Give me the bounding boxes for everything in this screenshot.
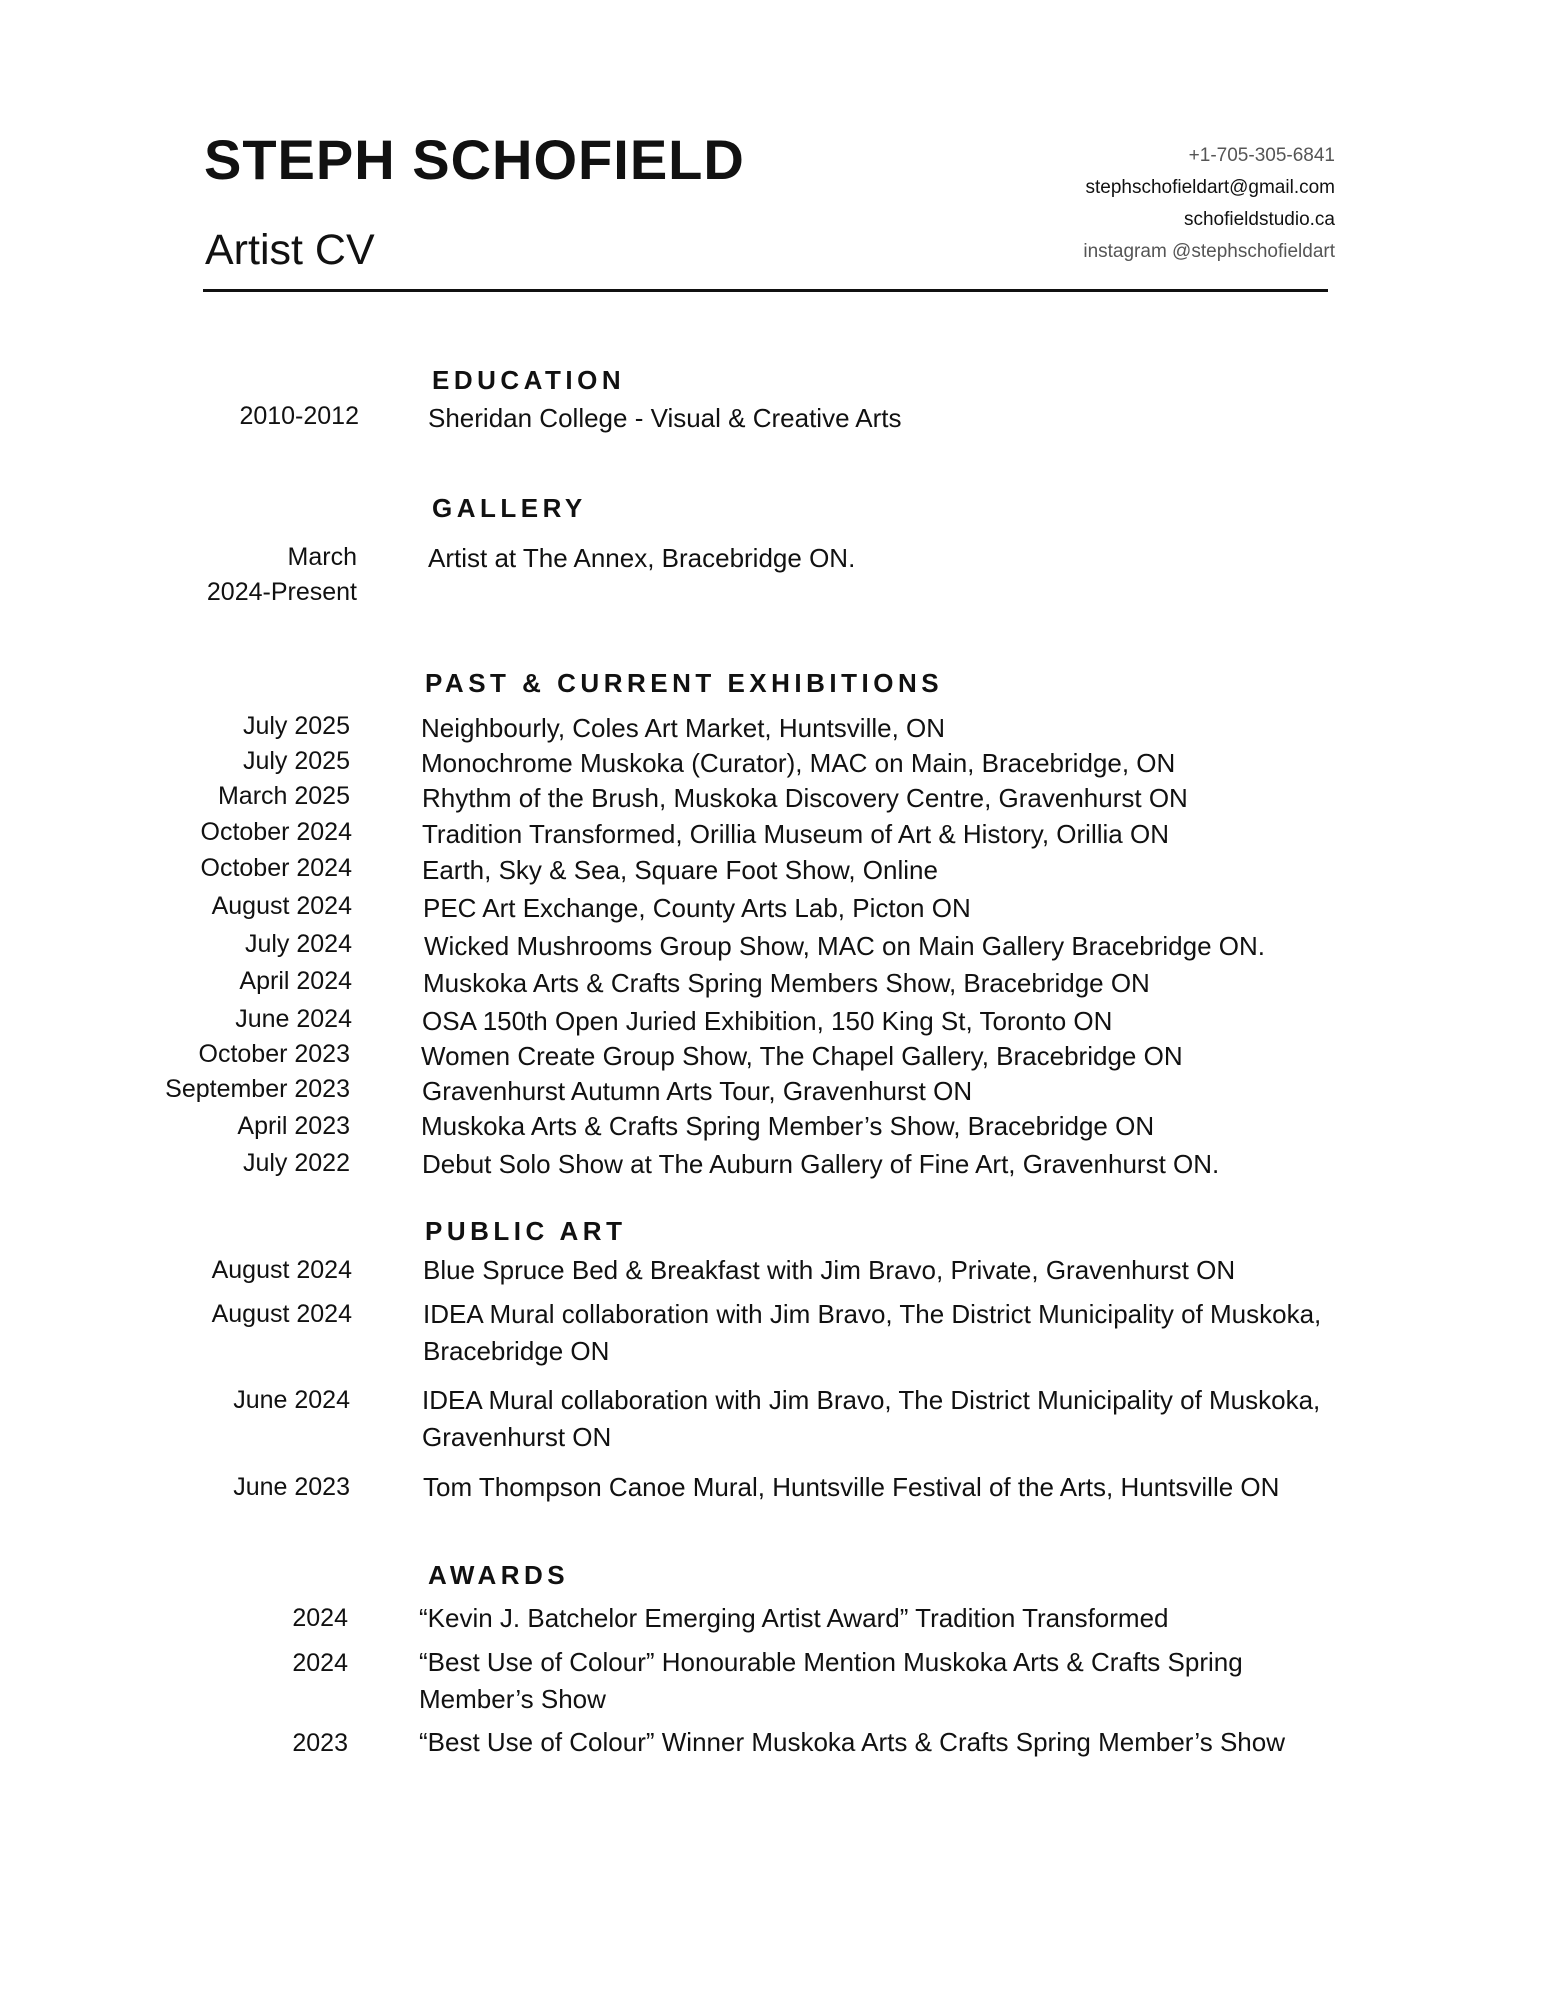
website-link: schofieldstudio.ca — [1183, 209, 1335, 230]
exhibition-date: July 2025 — [242, 747, 350, 775]
public-art-date: August 2024 — [211, 1256, 352, 1284]
awards-heading: AWARDS — [428, 1560, 570, 1590]
award-entry: “Best Use of Colour” Winner Muskoka Arts & Crafts Spring Member’s Show — [419, 1727, 1285, 1757]
exhibition-entry: Muskoka Arts & Crafts Spring Members Show, Bracebridge ON — [423, 968, 1150, 998]
exhibition-entry: Tradition Transformed, Orillia Museum of Art & History, Orillia ON — [422, 819, 1169, 849]
award-year: 2024 — [292, 1604, 348, 1632]
public-art-entry: IDEA Mural collaboration with Jim Bravo, The District Municipality of Muskoka, Bracebridge ON — [423, 1299, 1322, 1366]
header-divider — [203, 289, 1328, 292]
public-art-date: June 2023 — [233, 1473, 350, 1501]
education-entry: Sheridan College - Visual & Creative Arts — [428, 403, 902, 433]
artist-name: STEPH SCHOFIELD — [204, 128, 745, 191]
exhibition-date: March 2025 — [217, 782, 350, 810]
exhibitions-heading: PAST & CURRENT EXHIBITIONS — [425, 668, 944, 698]
education-date: 2010-2012 — [239, 402, 359, 430]
education-heading: EDUCATION — [432, 365, 626, 395]
exhibition-entry: Muskoka Arts & Crafts Spring Member’s Show, Bracebridge ON — [421, 1111, 1155, 1141]
award-year: 2024 — [292, 1649, 348, 1677]
gallery-heading: GALLERY — [432, 493, 587, 523]
exhibition-date: April 2023 — [237, 1112, 350, 1140]
exhibition-date: July 2022 — [242, 1149, 350, 1177]
exhibition-date: July 2025 — [242, 712, 350, 740]
exhibition-date: October 2023 — [198, 1040, 350, 1068]
instagram-handle: instagram @stephschofieldart — [1083, 241, 1335, 262]
exhibition-entry: OSA 150th Open Juried Exhibition, 150 King St, Toronto ON — [422, 1006, 1113, 1036]
public-art-heading: PUBLIC ART — [425, 1216, 627, 1246]
public-art-date: June 2024 — [233, 1386, 350, 1414]
award-entry: “Best Use of Colour” Honourable Mention Muskoka Arts & Crafts Spring Member’s Show — [419, 1647, 1243, 1714]
public-art-entry: IDEA Mural collaboration with Jim Bravo, The District Municipality of Muskoka, Gravenhurst ON — [422, 1385, 1321, 1452]
exhibition-date: April 2024 — [239, 967, 352, 995]
exhibition-entry: Debut Solo Show at The Auburn Gallery of Fine Art, Gravenhurst ON. — [422, 1149, 1220, 1179]
award-year: 2023 — [292, 1729, 348, 1757]
contact-block — [1083, 140, 1335, 268]
gallery-entry: Artist at The Annex, Bracebridge ON. — [428, 543, 856, 573]
public-art-date: August 2024 — [211, 1300, 352, 1328]
exhibition-entry: Rhythm of the Brush, Muskoka Discovery Centre, Gravenhurst ON — [422, 783, 1188, 813]
exhibition-entry: Earth, Sky & Sea, Square Foot Show, Online — [422, 855, 938, 885]
exhibition-date: August 2024 — [211, 892, 352, 920]
gallery-date: March 2024-Present — [206, 543, 357, 606]
exhibition-entry: Wicked Mushrooms Group Show, MAC on Main Gallery Bracebridge ON. — [424, 931, 1265, 961]
document-subtitle: Artist CV — [205, 226, 375, 274]
exhibition-entry: Monochrome Muskoka (Curator), MAC on Main, Bracebridge, ON — [421, 748, 1176, 778]
exhibition-entry: Gravenhurst Autumn Arts Tour, Gravenhurst ON — [422, 1076, 973, 1106]
exhibition-date: June 2024 — [235, 1005, 352, 1033]
exhibition-entry: Women Create Group Show, The Chapel Gallery, Bracebridge ON — [421, 1041, 1183, 1071]
exhibition-date: September 2023 — [165, 1075, 350, 1103]
public-art-entry: Tom Thompson Canoe Mural, Huntsville Festival of the Arts, Huntsville ON — [423, 1472, 1280, 1502]
public-art-entry: Blue Spruce Bed & Breakfast with Jim Bravo, Private, Gravenhurst ON — [423, 1255, 1236, 1285]
exhibition-date: July 2024 — [244, 930, 352, 958]
exhibition-entry: Neighbourly, Coles Art Market, Huntsville, ON — [421, 713, 946, 743]
award-entry: “Kevin J. Batchelor Emerging Artist Award” Tradition Transformed — [419, 1603, 1169, 1633]
exhibition-entry: PEC Art Exchange, County Arts Lab, Picton ON — [423, 893, 971, 923]
exhibition-date: October 2024 — [200, 818, 352, 846]
phone-number: +1-705-305-6841 — [1188, 145, 1335, 166]
exhibition-date: October 2024 — [200, 854, 352, 882]
email-address: stephschofieldart@gmail.com — [1085, 177, 1335, 198]
